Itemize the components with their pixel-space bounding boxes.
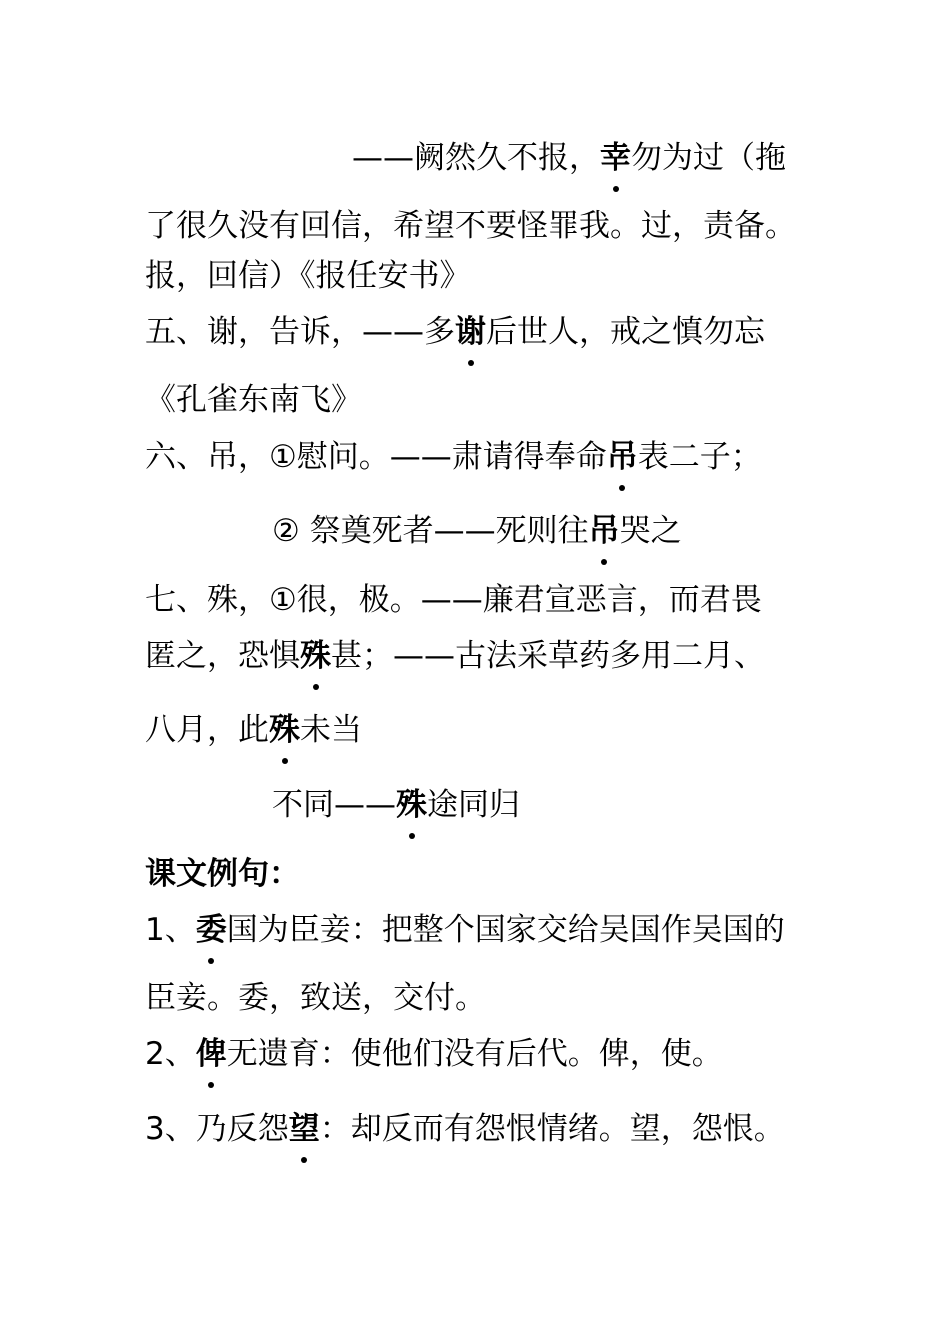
text-line-15 bbox=[145, 1034, 723, 1074]
line-text: 甚；——古法采草药多用二月、 bbox=[331, 638, 765, 674]
heading-text: 课文例句： bbox=[145, 856, 300, 892]
emphasized-char: 殊 bbox=[300, 638, 331, 674]
text-line-16 bbox=[145, 1109, 785, 1149]
text-line-3 bbox=[145, 256, 471, 296]
text-line-6 bbox=[145, 437, 762, 477]
line-text: 六、吊，①慰问。——肃请得奉命 bbox=[145, 439, 607, 475]
line-text: ：却反而有怨恨情绪。望，怨恨。 bbox=[319, 1111, 785, 1147]
line-text: ② 祭奠死者——死则往 bbox=[272, 513, 589, 549]
line-text: 《孔雀东南飞》 bbox=[145, 382, 362, 418]
line-text: 八月，此 bbox=[145, 712, 269, 748]
text-line-14 bbox=[145, 978, 486, 1018]
line-text: 后世人，戒之慎勿忘 bbox=[486, 314, 765, 350]
emphasized-char: 谢 bbox=[455, 314, 486, 350]
text-line-8 bbox=[145, 580, 762, 620]
emphasized-char: 吊 bbox=[606, 439, 638, 475]
text-line-5 bbox=[145, 380, 362, 420]
line-text: 3、乃反怨 bbox=[145, 1111, 289, 1147]
line-text: ——阙然久不报， bbox=[352, 140, 600, 176]
emphasized-char: 俾 bbox=[195, 1036, 227, 1072]
emphasized-char: 殊 bbox=[269, 712, 300, 748]
line-text: 哭之 bbox=[619, 513, 682, 549]
text-line-10 bbox=[145, 710, 362, 750]
line-text: 1、 bbox=[145, 912, 196, 948]
line-text: 七、殊，①很，极。——廉君宣恶言，而君畏 bbox=[145, 582, 762, 618]
text-line-9 bbox=[145, 636, 765, 676]
line-text: 未当 bbox=[300, 712, 362, 748]
emphasized-char: 幸 bbox=[600, 140, 631, 176]
line-text: 2、 bbox=[145, 1036, 196, 1072]
line-text: 匿之，恐惧 bbox=[145, 638, 300, 674]
line-text: 报，回信）《报任安书》 bbox=[145, 258, 471, 294]
emphasized-char: 殊 bbox=[396, 787, 427, 823]
line-text: 五、谢，告诉，——多 bbox=[145, 314, 455, 350]
text-line-2 bbox=[145, 206, 796, 246]
line-text: 无遗育：使他们没有后代。俾，使。 bbox=[226, 1036, 723, 1072]
text-line-7 bbox=[272, 511, 682, 551]
section-heading bbox=[145, 854, 300, 894]
text-line-13 bbox=[145, 910, 785, 950]
line-text: 勿为过（拖 bbox=[631, 140, 786, 176]
text-line-4 bbox=[145, 312, 765, 352]
line-text: 表二子； bbox=[637, 439, 762, 475]
line-text: 途同归 bbox=[427, 787, 520, 823]
text-line-1 bbox=[352, 138, 786, 178]
emphasized-char: 吊 bbox=[588, 513, 620, 549]
emphasized-char: 望 bbox=[288, 1111, 320, 1147]
line-text: 了很久没有回信，希望不要怪罪我。过，责备。 bbox=[145, 208, 796, 244]
emphasized-char: 委 bbox=[195, 912, 227, 948]
text-line-11 bbox=[272, 785, 520, 825]
line-text: 国为臣妾：把整个国家交给吴国作吴国的 bbox=[226, 912, 785, 948]
line-text: 臣妾。委，致送，交付。 bbox=[145, 980, 486, 1016]
line-text: 不同—— bbox=[272, 787, 396, 823]
